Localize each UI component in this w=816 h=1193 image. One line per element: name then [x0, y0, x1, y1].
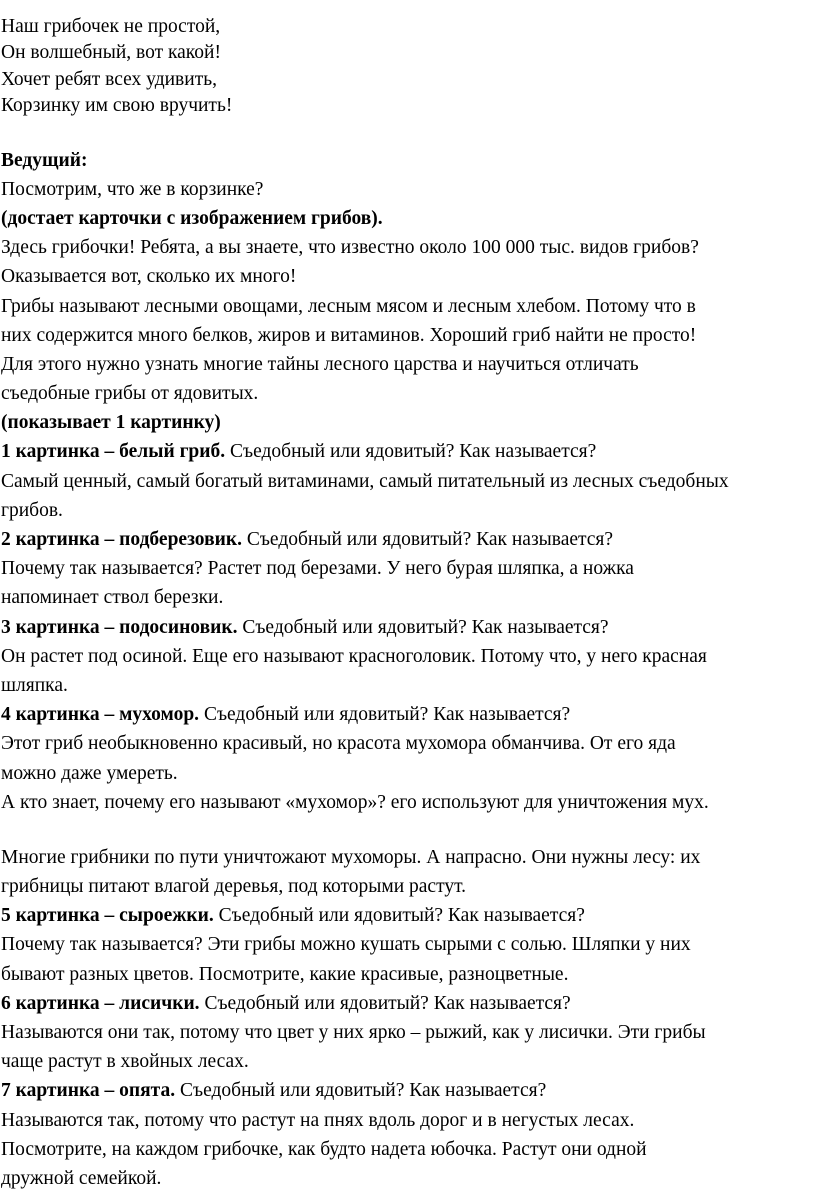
card-question: Съедобный или ядовитый? Как называется? [175, 1080, 547, 1102]
card-heading [1, 901, 815, 930]
paragraph-line: бывают разных цветов. Посмотрите, какие красивые, разноцветные. [1, 963, 569, 985]
paragraph-line: дружной семейкой. [1, 1167, 162, 1189]
card-heading [1, 613, 815, 642]
stage-direction-text: (достает карточки с изображением грибов). [1, 207, 383, 229]
card-title: 7 картинка – опята. [1, 1080, 176, 1102]
paragraph-line: А кто знает, почему его называют «мухомор»? его используют для уничтожения мух. [1, 791, 709, 813]
host-label [1, 146, 815, 175]
card-title: 2 картинка – подберезовик. [1, 529, 242, 550]
paragraph-line: можно даже умереть. [1, 762, 178, 784]
card-question: Съедобный или ядовитый? Как называется? [237, 616, 609, 638]
poem [1, 14, 815, 120]
paragraph-line: съедобные грибы от ядовитых. [1, 383, 259, 405]
host-label-text: Ведущий: [1, 149, 88, 171]
paragraph-line: Грибы называют лесными овощами, лесным мясом и лесным хлебом. Потому что в [1, 295, 696, 317]
card-heading [1, 525, 815, 554]
card-title: 1 картинка – белый гриб. [1, 441, 226, 463]
paragraph-line: Здесь грибочки! Ребята, а вы знаете, что известно около 100 000 тыс. видов грибов? [1, 237, 699, 259]
poem-line: Наш грибочек не простой, [1, 16, 221, 37]
paragraph-line: Называются они так, потому что цвет у них ярко – рыжий, как у лисички. Эти грибы [1, 1022, 706, 1043]
card-title: 4 картинка – мухомор. [1, 704, 200, 726]
paragraph-line: Самый ценный, самый богатый витаминами, самый питательный из лесных съедобных [1, 470, 729, 492]
stage-direction [1, 204, 815, 233]
card-title: 6 картинка – лисички. [1, 992, 200, 1014]
paragraph-line: чаще растут в хвойных лесах. [1, 1051, 249, 1073]
paragraph-line: шляпка. [1, 674, 68, 696]
poem-line: Он волшебный, вот какой! [1, 42, 221, 64]
paragraph-line: грибницы питают влагой деревья, под которыми растут. [1, 876, 467, 898]
paragraph-line: Оказывается вот, сколько их много! [1, 266, 297, 288]
card-heading [1, 1076, 815, 1105]
document-page [1, 14, 815, 1193]
card-heading [1, 989, 815, 1018]
paragraph-line: напоминает ствол березки. [1, 587, 224, 609]
paragraph-line: Этот гриб необыкновенно красивый, но красота мухомора обманчива. От его яда [1, 733, 676, 755]
card-title: 5 картинка – сыроежки. [1, 905, 214, 927]
card-question: Съедобный или ядовитый? Как называется? [199, 992, 571, 1014]
paragraph-line: Почему так называется? Эти грибы можно кушать сырыми с солью. Шляпки у них [1, 934, 691, 956]
card-question: Съедобный или ядовитый? Как называется? [199, 704, 571, 726]
paragraph-line: Для этого нужно узнать многие тайны лесного царства и научиться отличать [1, 353, 639, 375]
paragraph-line: Он растет под осиной. Еще его называют красноголовик. Потому что, у него красная [1, 645, 707, 667]
paragraph-line: Многие грибники по пути уничтожают мухоморы. А напрасно. Они нужны лесу: их [1, 846, 701, 868]
card-heading [1, 700, 815, 729]
spacer [1, 817, 815, 843]
paragraph-line: Посмотрите, на каждом грибочке, как будто надета юбочка. Растут они одной [1, 1138, 647, 1160]
card-question: Съедобный или ядовитый? Как называется? [241, 529, 614, 550]
card-heading [1, 437, 815, 466]
paragraph-line: Посмотрим, что же в корзинке? [1, 178, 264, 200]
poem-line: Корзинку им свою вручить! [1, 95, 233, 117]
paragraph-line: них содержится много белков, жиров и витаминов. Хороший гриб найти не просто! [1, 324, 697, 346]
paragraph-line: Называются так, потому что растут на пнях вдоль дорог и в негустых лесах. [1, 1109, 635, 1131]
card-question: Съедобный или ядовитый? Как называется? [225, 441, 597, 463]
paragraph-line: грибов. [1, 499, 63, 521]
poem-line: Хочет ребят всех удивить, [1, 68, 217, 90]
stage-direction [1, 408, 815, 437]
card-title: 3 картинка – подосиновик. [1, 616, 238, 638]
spacer [1, 120, 815, 146]
paragraph-line: Почему так называется? Растет под березами. У него бурая шляпка, а ножка [1, 558, 634, 580]
card-question: Съедобный или ядовитый? Как называется? [213, 905, 585, 927]
stage-direction-text: (показывает 1 картинку) [1, 412, 221, 434]
